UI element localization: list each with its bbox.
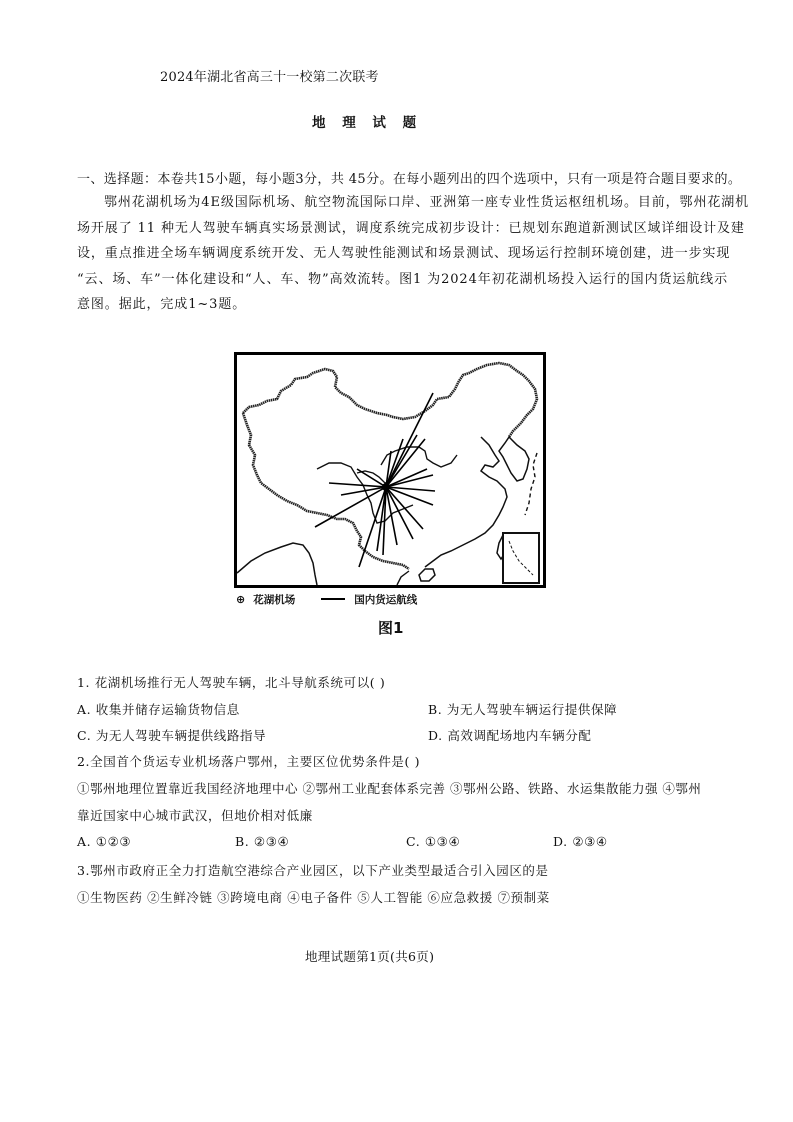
subject-title: 地 理 试 题 [312,115,423,131]
route-line-icon [321,598,345,600]
airport-symbol-icon: ⊕ [236,592,246,606]
china-border-outline [243,363,537,437]
route-line [386,393,433,487]
question-1-stem: 1. 花湖机场推行无人驾驶车辆，北斗导航系统可以( ) [77,675,386,690]
route-line [359,487,386,567]
question-3-stem: 3.鄂州市政府正全力打造航空港综合产业园区，以下产业类型最适合引入园区的是 [77,863,549,878]
question-2-statement: 靠近国家中心城市武汉，但地价相对低廉 [77,808,313,823]
question-1-option-c: C. 为无人驾驶车辆提供线路指导 [77,728,267,743]
passage-line: 场开展了 11 种无人驾驶车辆真实场景测试，调度系统完成初步设计：已规划东跑道新测试区域详细设计及建 [77,220,745,236]
route-line [386,487,397,545]
question-2-option-c: C. ①③④ [406,834,461,849]
indochina-coast [397,571,409,585]
question-3-statement: ①生物医药 ②生鲜冷链 ③跨境电商 ④电子备件 ⑤人工智能 ⑥应急救援 ⑦预制菜 [77,890,550,905]
south-china-sea-inset [503,533,539,583]
question-2-option-b: B. ②③④ [235,834,290,849]
question-2-option-d: D. ②③④ [553,834,608,849]
hainan-outline [419,569,435,581]
passage-line: 设，重点推进全场车辆调度系统开发、无人驾驶性能测试和场景测试、现场运行控制环境创建，进一步实现 [77,246,731,261]
route-line [386,439,425,487]
route-line [357,469,386,487]
japan-outline [525,453,537,515]
question-1-option-d: D. 高效调配场地内车辆分配 [428,728,592,743]
cargo-routes [315,393,435,567]
legend-route-label: 国内货运航线 [354,593,418,606]
legend-airport-label: 花湖机场 [253,593,296,606]
question-1-option-b: B. 为无人驾驶车辆运行提供保障 [428,702,618,717]
huahu-airport-marker [382,483,390,491]
passage-line: 鄂州花湖机场为4E级国际机场、航空物流国际口岸、亚洲第一座专业性货运枢纽机场。目前，鄂州花湖机 [104,195,750,210]
korea-outline [499,437,529,481]
route-line [329,483,386,487]
passage-line: “云、场、车”一体化建设和“人、车、物”高效流转。图1 为2024年初花湖机场投入运行的国内货运航线示 [77,271,728,287]
question-2-stem: 2.全国首个货运专业机场落户鄂州，主要区位优势条件是( ) [77,754,421,769]
question-2-option-a: A. ①②③ [77,834,132,849]
passage [77,190,750,318]
map-legend [236,591,417,607]
exam-title: 2024年湖北省高三十一校第二次联考 [160,70,379,85]
south-asia-coast [237,543,317,585]
passage-line: 意图。据此，完成1~3题。 [77,297,247,312]
page-footer: 地理试题第1页(共6页) [305,949,435,964]
figure-caption: 图1 [378,619,404,637]
question-2-statement: ①鄂州地理位置靠近我国经济地理中心 ②鄂州工业配套体系完善 ③鄂州公路、铁路、水运集散能力强 ④鄂州 [77,781,702,796]
interior-boundary [381,447,457,467]
china-map-graphic [237,355,543,585]
question-1-option-a: A. 收集并储存运输货物信息 [77,702,240,717]
cargo-route-map [234,352,546,588]
east-coast [425,437,507,567]
section-heading: 一、选择题：本卷共15小题，每小题3分，共 45分。在每小题列出的四个选项中，只有一项是符合题目要求的。 [77,172,742,187]
